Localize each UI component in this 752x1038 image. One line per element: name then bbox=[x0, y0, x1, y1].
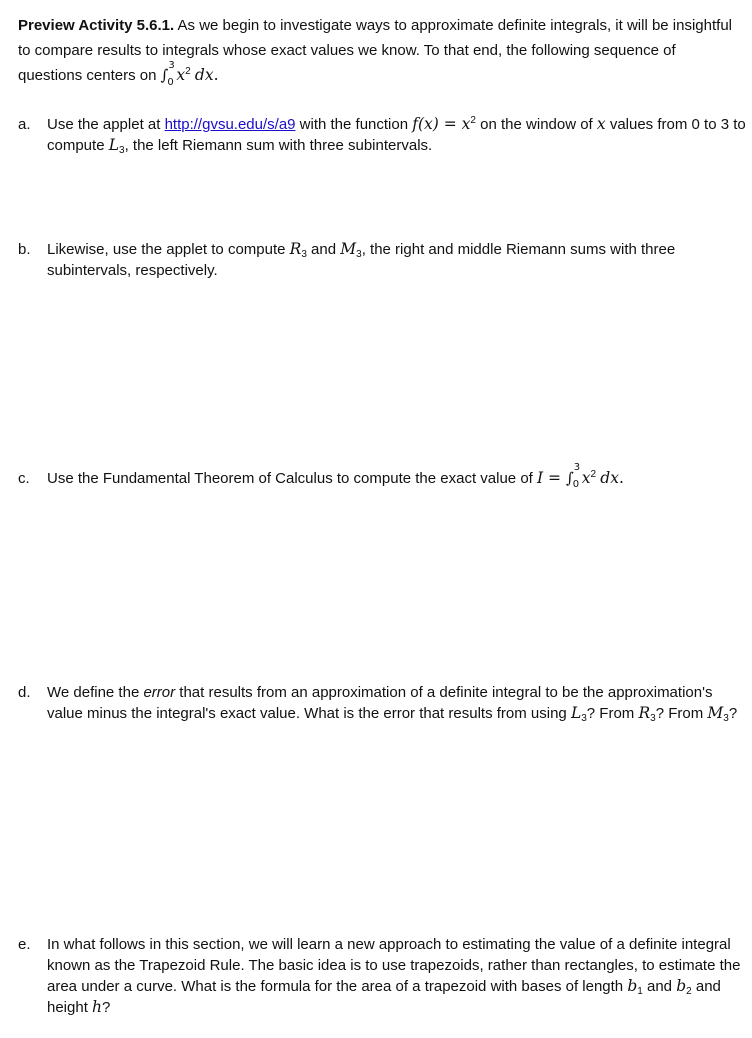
middle-sum-M: M bbox=[340, 240, 357, 258]
question-d-text-5: ? bbox=[728, 705, 738, 722]
question-e-text bbox=[47, 934, 752, 1018]
intro-paragraph bbox=[18, 14, 738, 89]
activity-title: Preview Activity 5.6.1. bbox=[18, 17, 175, 34]
question-e-text-3: and height bbox=[47, 978, 721, 1016]
exact-value-I: I bbox=[537, 469, 544, 487]
question-b-text-2: and bbox=[306, 241, 341, 258]
differential-dx-c: dx bbox=[600, 469, 619, 487]
error-term: error bbox=[143, 684, 176, 701]
equals-sign-c: = bbox=[543, 469, 566, 487]
question-a-text-4: values from 0 to 3 to compute bbox=[47, 116, 746, 154]
lower-limit: 0 bbox=[167, 77, 174, 88]
integral-sign: ∫ bbox=[160, 66, 169, 84]
applet-link[interactable]: http://gvsu.edu/s/a9 bbox=[164, 116, 296, 133]
function-arg: (x) bbox=[417, 115, 439, 133]
base-b2: b bbox=[676, 977, 687, 995]
integrand-x: x bbox=[176, 66, 186, 84]
question-d-text-2: that results from an approximation of a definite integral to be the approximation's value minus the integral's exact value. What is the error that results from using bbox=[47, 684, 713, 722]
question-d-text-3: ? From bbox=[586, 705, 639, 722]
question-e-text-1: In what follows in this section, we will learn a new approach to estimating the value of a definite integral known as the Trapezoid Rule. The basic idea is to use trapezoids, rather than rectangles, to estimate the area under a curve. What is the formula for the area of a trapezoid with bases of length bbox=[47, 936, 741, 995]
left-sum-subscript: 3 bbox=[119, 145, 125, 156]
base-b1-subscript: 1 bbox=[637, 986, 643, 997]
question-b-text-1: Likewise, use the applet to compute bbox=[47, 241, 290, 258]
period-c: . bbox=[618, 469, 624, 487]
integral-sign-c: ∫ bbox=[565, 469, 574, 487]
left-sum-L: L bbox=[108, 136, 119, 154]
question-b-label: b. bbox=[18, 241, 31, 258]
question-c-text bbox=[47, 462, 752, 490]
question-a-label: a. bbox=[18, 116, 31, 133]
question-a-text-3: on the window of bbox=[475, 116, 597, 133]
question-c-label: c. bbox=[18, 470, 30, 487]
question-e-text-2: and bbox=[642, 978, 677, 995]
upper-limit-c: 3 bbox=[573, 462, 581, 473]
differential-dx: dx bbox=[194, 66, 214, 84]
function-exponent: 2 bbox=[470, 115, 476, 126]
question-a-text-1: Use the applet at bbox=[47, 116, 165, 133]
intro-text: As we begin to investigate ways to approximate definite integrals, it will be insightful to compare results to integrals whose exact values we know. To that end, the following sequence of questions centers on bbox=[18, 17, 733, 84]
window-x: x bbox=[596, 115, 606, 133]
function-x: x bbox=[461, 115, 471, 133]
base-b2-subscript: 2 bbox=[686, 986, 692, 997]
question-d-text-1: We define the bbox=[47, 684, 144, 701]
question-d-label: d. bbox=[18, 684, 31, 701]
question-c-text-1: Use the Fundamental Theorem of Calculus to compute the exact value of bbox=[47, 470, 537, 487]
error-L: L bbox=[570, 704, 582, 722]
integral-limits-c bbox=[572, 462, 582, 490]
upper-limit: 3 bbox=[168, 60, 175, 71]
question-e-label: e. bbox=[18, 936, 31, 953]
question-a-text bbox=[47, 114, 752, 156]
equals-sign: = bbox=[438, 115, 462, 133]
question-b-text-3: , the right and middle Riemann sums with three subintervals, respectively. bbox=[47, 241, 676, 279]
error-R-subscript: 3 bbox=[650, 713, 656, 724]
right-sum-subscript: 3 bbox=[301, 249, 307, 260]
intro-period: . bbox=[213, 66, 219, 84]
error-M: M bbox=[707, 704, 724, 722]
question-e-text-4: ? bbox=[102, 999, 111, 1016]
right-sum-R: R bbox=[289, 240, 302, 258]
question-b-text bbox=[47, 239, 752, 281]
question-a-text-2: with the function bbox=[295, 116, 413, 133]
integral-limits bbox=[167, 60, 176, 88]
error-L-subscript: 3 bbox=[581, 713, 587, 724]
lower-limit-c: 0 bbox=[572, 479, 580, 490]
question-a-text-5: , the left Riemann sum with three subintervals. bbox=[124, 137, 433, 154]
question-d-text-4: ? From bbox=[655, 705, 708, 722]
integrand-x-c: x bbox=[581, 469, 591, 487]
integrand-exponent: 2 bbox=[185, 66, 191, 77]
base-b1: b bbox=[627, 977, 638, 995]
height-h: h bbox=[92, 998, 103, 1016]
function-f: f bbox=[412, 115, 418, 133]
question-d-text bbox=[47, 682, 752, 724]
middle-sum-subscript: 3 bbox=[356, 249, 362, 260]
integrand-exponent-c: 2 bbox=[590, 469, 597, 480]
error-R: R bbox=[638, 704, 651, 722]
error-M-subscript: 3 bbox=[723, 713, 729, 724]
